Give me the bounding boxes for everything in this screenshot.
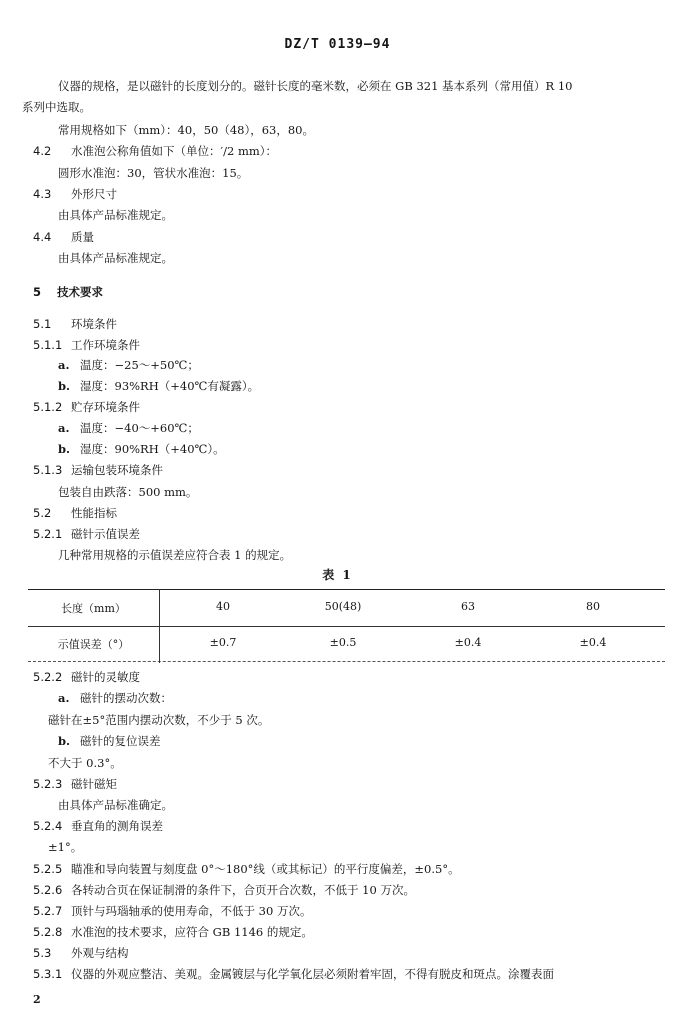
paragraph-line: 磁针在±5°范围内摆动次数，不少于 5 次。 bbox=[48, 713, 270, 727]
table-cell: 50(48) bbox=[324, 600, 362, 613]
section-5-1 bbox=[33, 316, 117, 332]
paragraph-line: 由具体产品标准规定。 bbox=[58, 251, 173, 265]
section-number: 5.1 bbox=[33, 317, 52, 331]
section-number: 5 bbox=[33, 285, 42, 299]
section-number: 5.2.3 bbox=[33, 777, 63, 791]
section-5-3 bbox=[33, 945, 129, 961]
section-text: 工作环境条件 bbox=[71, 338, 140, 352]
section-number: 5.2.1 bbox=[33, 527, 63, 541]
paragraph-line: 常用规格如下（mm）：40，50（48），63，80。 bbox=[58, 123, 314, 137]
paragraph-line: 圆形水准泡：30，管状水准泡：15。 bbox=[58, 166, 249, 180]
table-column-rule bbox=[159, 589, 160, 663]
section-number: 5.3.1 bbox=[33, 967, 63, 981]
section-number: 4.3 bbox=[33, 187, 52, 201]
section-text: 瞄准和导向装置与刻度盘 0°～180°线（或其标记）的平行度偏差，±0.5°。 bbox=[71, 862, 460, 876]
table-top-rule bbox=[28, 589, 665, 590]
section-text: 水准泡的技术要求，应符合 GB 1146 的规定。 bbox=[71, 925, 313, 939]
section-5-1-3 bbox=[33, 462, 163, 478]
section-number: 4.4 bbox=[33, 230, 52, 244]
list-item bbox=[58, 378, 259, 394]
list-item bbox=[58, 690, 172, 706]
table-1 bbox=[28, 589, 665, 663]
item-marker: a. bbox=[58, 691, 70, 705]
section-number: 5.1.2 bbox=[33, 400, 63, 414]
list-item bbox=[58, 420, 199, 436]
section-5-2-3 bbox=[33, 776, 117, 792]
section-text: 各转动合页在保证制滑的条件下，合页开合次数，不低于 10 万次。 bbox=[71, 883, 415, 897]
table-row-rule bbox=[28, 626, 665, 627]
section-text: 质量 bbox=[71, 230, 94, 244]
section-text: 磁针示值误差 bbox=[71, 527, 140, 541]
section-text: 垂直角的测角误差 bbox=[71, 819, 163, 833]
item-text: 温度：−40～+60℃； bbox=[80, 421, 199, 435]
section-4-4 bbox=[33, 229, 94, 245]
table-cell: 80 bbox=[586, 600, 600, 613]
section-4-3 bbox=[33, 186, 117, 202]
list-item bbox=[58, 441, 225, 457]
section-number: 5.2.4 bbox=[33, 819, 63, 833]
section-number: 5.2.5 bbox=[33, 862, 63, 876]
paragraph-line: 几种常用规格的示值误差应符合表 1 的规定。 bbox=[58, 548, 292, 562]
section-number: 5.1.1 bbox=[33, 338, 63, 352]
item-text: 湿度：90%RH（+40℃）。 bbox=[80, 442, 225, 456]
section-5-2-4 bbox=[33, 818, 163, 834]
table-row-header: 示值误差（°） bbox=[57, 638, 130, 651]
table-caption: 表 1 bbox=[322, 568, 353, 582]
section-5-2-6 bbox=[33, 882, 415, 898]
section-number: 5.2.2 bbox=[33, 670, 63, 684]
section-number: 5.1.3 bbox=[33, 463, 63, 477]
section-text: 磁针磁矩 bbox=[71, 777, 117, 791]
table-cell: ±0.7 bbox=[209, 636, 237, 649]
section-5-2-7 bbox=[33, 903, 311, 919]
section-5-3-1 bbox=[33, 966, 554, 982]
page-number: 2 bbox=[33, 993, 41, 1006]
section-5-2-2 bbox=[33, 669, 140, 685]
table-bottom-rule bbox=[28, 661, 665, 662]
paragraph-line: 不大于 0.3°。 bbox=[48, 756, 122, 770]
section-number: 5.2.6 bbox=[33, 883, 63, 897]
section-5-2-8 bbox=[33, 924, 313, 940]
item-marker: a. bbox=[58, 421, 70, 435]
standard-number-header: DZ/T 0139—94 bbox=[284, 37, 391, 52]
section-text: 水准泡公称角值如下（单位：′/2 mm）： bbox=[71, 144, 278, 158]
item-marker: b. bbox=[58, 379, 71, 393]
paragraph-line: 由具体产品标准规定。 bbox=[58, 208, 173, 222]
section-text: 技术要求 bbox=[57, 285, 103, 299]
section-text: 仪器的外观应整洁、美观。金属镀层与化学氧化层必须附着牢固，不得有脱皮和斑点。涂覆表面 bbox=[71, 967, 554, 981]
section-5-1-2 bbox=[33, 399, 140, 415]
item-text: 温度：−25～+50℃； bbox=[80, 358, 199, 372]
section-number: 5.3 bbox=[33, 946, 52, 960]
section-text: 性能指标 bbox=[71, 506, 117, 520]
section-4-2 bbox=[33, 143, 277, 159]
table-cell: ±0.4 bbox=[454, 636, 482, 649]
paragraph-line: 由具体产品标准确定。 bbox=[58, 798, 173, 812]
section-5-2-1 bbox=[33, 526, 140, 542]
section-text: 贮存环境条件 bbox=[71, 400, 140, 414]
section-text: 磁针的灵敏度 bbox=[71, 670, 140, 684]
list-item bbox=[58, 733, 161, 749]
section-text: 外形尺寸 bbox=[71, 187, 117, 201]
section-5-2-5 bbox=[33, 861, 460, 877]
item-marker: b. bbox=[58, 442, 71, 456]
section-text: 顶针与玛瑙轴承的使用寿命，不低于 30 万次。 bbox=[71, 904, 312, 918]
item-text: 磁针的复位误差 bbox=[80, 734, 161, 748]
table-cell: 63 bbox=[461, 600, 475, 613]
item-text: 磁针的摆动次数： bbox=[80, 691, 172, 705]
section-number: 4.2 bbox=[33, 144, 52, 158]
paragraph-line: 包装自由跌落：500 mm。 bbox=[58, 485, 198, 499]
item-text: 湿度：93%RH（+40℃有凝露）。 bbox=[80, 379, 260, 393]
section-5-2 bbox=[33, 505, 117, 521]
table-cell: ±0.5 bbox=[329, 636, 357, 649]
table-row-header: 长度（mm） bbox=[61, 602, 126, 615]
section-text: 环境条件 bbox=[71, 317, 117, 331]
paragraph-line: 系列中选取。 bbox=[22, 100, 91, 114]
list-item bbox=[58, 357, 199, 373]
section-text: 外观与结构 bbox=[71, 946, 129, 960]
item-marker: a. bbox=[58, 358, 70, 372]
table-cell: 40 bbox=[216, 600, 230, 613]
section-number: 5.2.7 bbox=[33, 904, 63, 918]
section-text: 运输包装环境条件 bbox=[71, 463, 163, 477]
section-number: 5.2.8 bbox=[33, 925, 63, 939]
paragraph-line: 仪器的规格，是以磁针的长度划分的。磁针长度的毫米数，必须在 GB 321 基本系列（常用值）R 10 bbox=[58, 79, 573, 93]
section-number: 5.2 bbox=[33, 506, 52, 520]
table-cell: ±0.4 bbox=[579, 636, 607, 649]
item-marker: b. bbox=[58, 734, 71, 748]
section-5-1-1 bbox=[33, 337, 140, 353]
paragraph-line: ±1°。 bbox=[48, 840, 83, 854]
section-5-heading bbox=[33, 284, 103, 300]
